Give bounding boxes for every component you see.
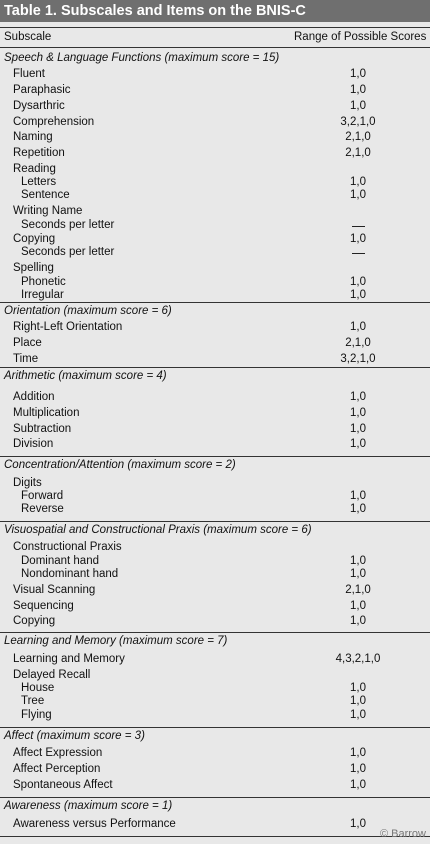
- score-value: 1,0: [350, 321, 366, 333]
- subitem-label: Letters: [21, 176, 57, 188]
- score-value: 1,0: [350, 68, 366, 80]
- subitem-label: Phonetic: [21, 276, 66, 288]
- item-label: Subtraction: [13, 423, 72, 435]
- subitem-label: Dominant hand: [21, 555, 99, 567]
- score-value: 2,1,0: [345, 147, 371, 159]
- section-divider: [0, 456, 430, 457]
- score-value: 1,0: [350, 503, 366, 515]
- item-label: Writing Name: [13, 205, 83, 217]
- item-label: Sequencing: [13, 600, 74, 612]
- score-value: 1,0: [350, 763, 366, 775]
- score-value: 1,0: [350, 100, 366, 112]
- subitem-label: Flying: [21, 709, 52, 721]
- subitem-label: Forward: [21, 490, 64, 502]
- section-divider: [0, 797, 430, 798]
- section-heading: Awareness (maximum score = 1): [4, 800, 173, 812]
- item-label: Place: [13, 337, 42, 349]
- table-bottom-rule: [0, 836, 430, 837]
- item-label: Visual Scanning: [13, 584, 96, 596]
- column-header-range: Range of Possible Scores: [294, 31, 427, 43]
- section-divider: [0, 632, 430, 633]
- header-bottom-rule: [0, 47, 430, 48]
- item-label: Spontaneous Affect: [13, 779, 113, 791]
- score-value: 2,1,0: [345, 584, 371, 596]
- subitem-label: Nondominant hand: [21, 568, 119, 580]
- score-value: 1,0: [350, 233, 366, 245]
- section-heading: Arithmetic (maximum score = 4): [4, 370, 167, 382]
- copyright-footer: © Barrow: [379, 828, 426, 840]
- score-value: 1,0: [350, 176, 366, 188]
- item-label: Paraphasic: [13, 84, 71, 96]
- score-value: 2,1,0: [345, 337, 371, 349]
- item-label: Constructional Praxis: [13, 541, 122, 553]
- item-label: Dysarthric: [13, 100, 65, 112]
- score-value: 2,1,0: [345, 131, 371, 143]
- item-label: Affect Expression: [13, 747, 103, 759]
- section-divider: [0, 521, 430, 522]
- item-label: Copying: [13, 615, 56, 627]
- column-header-subscale: Subscale: [4, 31, 52, 43]
- score-value: 1,0: [350, 189, 366, 201]
- item-label: Awareness versus Performance: [13, 818, 176, 830]
- item-label: Comprehension: [13, 116, 95, 128]
- score-value: 3,2,1,0: [340, 116, 376, 128]
- score-value: 1,0: [350, 276, 366, 288]
- item-label: Multiplication: [13, 407, 80, 419]
- section-heading: Affect (maximum score = 3): [4, 730, 145, 742]
- score-value: 1,0: [350, 391, 366, 403]
- section-heading: Visuospatial and Constructional Praxis (maximum score = 6): [4, 524, 312, 536]
- score-value: 1,0: [350, 407, 366, 419]
- section-divider: [0, 367, 430, 368]
- subitem-label: Seconds per letter: [21, 246, 115, 258]
- subitem-label: House: [21, 682, 55, 694]
- score-value: 1,0: [350, 438, 366, 450]
- item-label: Addition: [13, 391, 55, 403]
- item-label: Fluent: [13, 68, 45, 80]
- item-label: Affect Perception: [13, 763, 101, 775]
- score-value: 1,0: [350, 818, 366, 830]
- score-value: 1,0: [350, 615, 366, 627]
- score-value: 1,0: [350, 423, 366, 435]
- score-value: 1,0: [350, 779, 366, 791]
- table-title: Table 1. Subscales and Items on the BNIS-C: [0, 0, 430, 22]
- subitem-label: Tree: [21, 695, 45, 707]
- score-value: 1,0: [350, 709, 366, 721]
- score-value: 1,0: [350, 289, 366, 301]
- section-heading: Orientation (maximum score = 6): [4, 305, 172, 317]
- item-label: Digits: [13, 477, 42, 489]
- item-label: Spelling: [13, 262, 54, 274]
- score-value: 1,0: [350, 84, 366, 96]
- item-label: Naming: [13, 131, 53, 143]
- item-label: Copying: [13, 233, 56, 245]
- score-value: 3,2,1,0: [340, 353, 376, 365]
- score-dash: [352, 226, 365, 227]
- section-divider: [0, 727, 430, 728]
- header-top-rule: [0, 27, 430, 28]
- score-value: 1,0: [350, 490, 366, 502]
- item-label: Reading: [13, 163, 56, 175]
- item-label: Learning and Memory: [13, 653, 125, 665]
- section-heading: Speech & Language Functions (maximum score = 15): [4, 52, 280, 64]
- section-heading: Learning and Memory (maximum score = 7): [4, 635, 228, 647]
- subitem-label: Seconds per letter: [21, 219, 115, 231]
- item-label: Delayed Recall: [13, 669, 91, 681]
- score-value: 4,3,2,1,0: [335, 653, 381, 665]
- section-divider: [0, 302, 430, 303]
- score-value: 1,0: [350, 747, 366, 759]
- item-label: Time: [13, 353, 39, 365]
- subitem-label: Reverse: [21, 503, 64, 515]
- section-heading: Concentration/Attention (maximum score = 2): [4, 459, 236, 471]
- score-value: 1,0: [350, 555, 366, 567]
- item-label: Repetition: [13, 147, 65, 159]
- subitem-label: Sentence: [21, 189, 70, 201]
- score-dash: [352, 253, 365, 254]
- score-value: 1,0: [350, 682, 366, 694]
- subitem-label: Irregular: [21, 289, 64, 301]
- score-value: 1,0: [350, 695, 366, 707]
- score-value: 1,0: [350, 600, 366, 612]
- score-value: 1,0: [350, 568, 366, 580]
- item-label: Division: [13, 438, 54, 450]
- item-label: Right-Left Orientation: [13, 321, 123, 333]
